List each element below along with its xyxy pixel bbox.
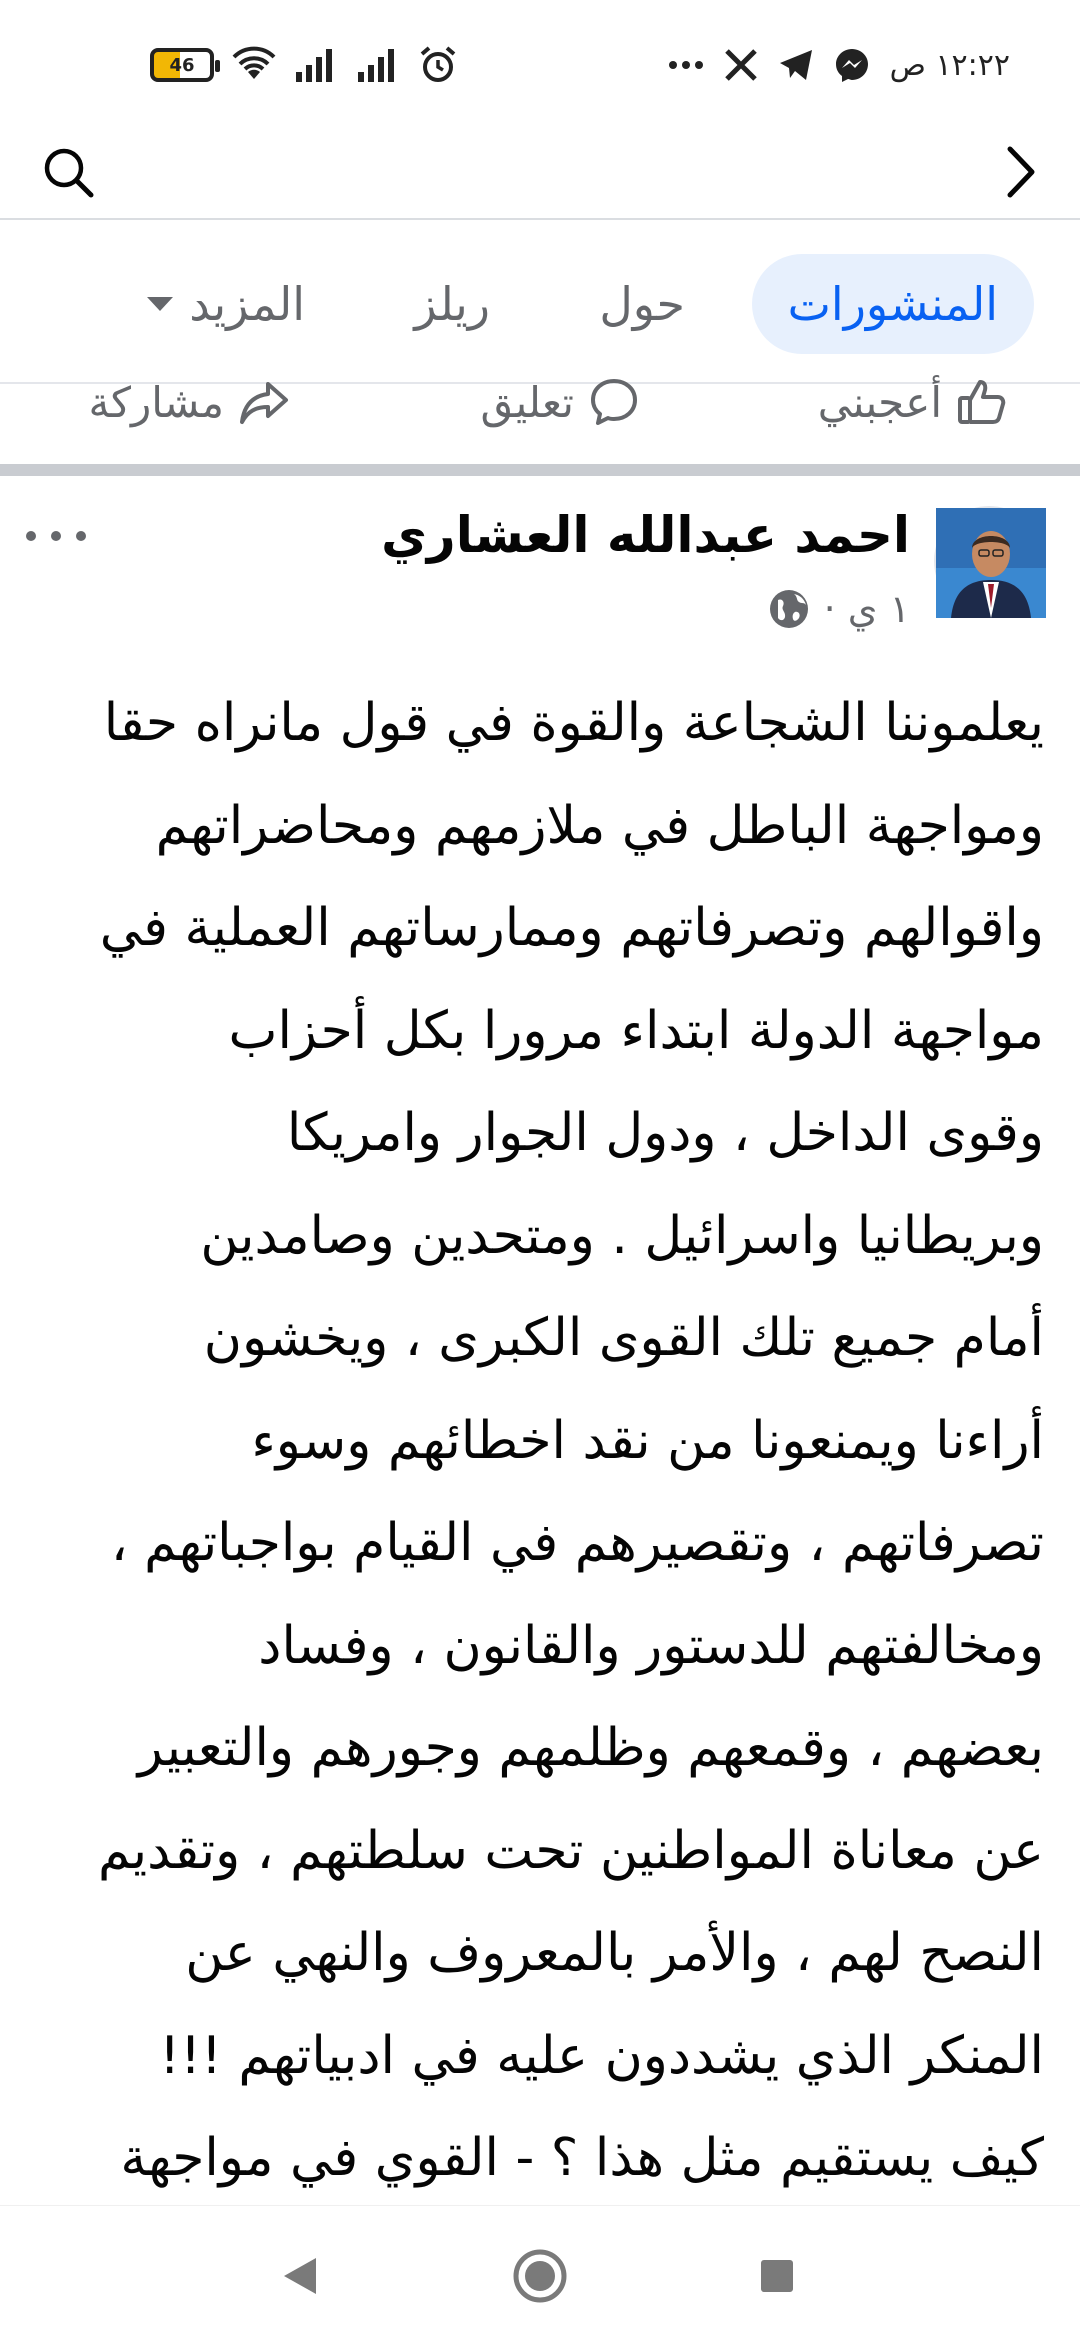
post-text-line: عن معاناة المواطنين تحت سلطتهم ، وتقديم: [97, 1820, 1044, 1881]
tab-posts[interactable]: المنشورات: [752, 254, 1034, 354]
wifi-icon: [232, 47, 276, 83]
alarm-icon: [418, 45, 458, 85]
post-time[interactable]: ١ ي ·: [823, 587, 910, 631]
author-name[interactable]: احمد عبدالله العشاري: [381, 506, 910, 564]
comment-label: تعليق: [480, 377, 574, 427]
share-label: مشاركة: [88, 377, 224, 427]
post-meta: [768, 584, 910, 634]
share-button[interactable]: [88, 362, 290, 442]
circle-home-icon: [512, 2248, 568, 2304]
share-icon: [238, 376, 290, 428]
telegram-icon: [778, 48, 814, 82]
post-text-line: مواجهة الدولة ابتداء مرورا بكل أحزاب: [228, 1000, 1044, 1061]
avatar[interactable]: [934, 506, 1044, 616]
tab-more-label: المزيد: [189, 277, 305, 331]
post-text-line: أمام جميع تلك القوى الكبرى ، ويخشون: [203, 1308, 1044, 1368]
post-text-line: ومواجهة الباطل في ملازمهم ومحاضراتهم: [155, 795, 1044, 856]
like-label: أعجبني: [817, 377, 942, 427]
chevron-right-icon: [1000, 145, 1040, 199]
dot: [51, 531, 61, 541]
nav-back-button[interactable]: [260, 2236, 340, 2316]
post-text-line: أراءنا ويمنعونا من نقد اخطائهم وسوء: [251, 1410, 1044, 1471]
post-text-line: بعضهم ، وقمعهم وظلمهم وجورهم والتعبير: [137, 1718, 1044, 1778]
profile-tabs: [0, 222, 1080, 382]
signal-icon: [356, 48, 400, 82]
more-dots-icon: [668, 60, 704, 70]
comment-button[interactable]: [480, 362, 640, 442]
globe-icon: [768, 588, 810, 630]
back-button[interactable]: [990, 142, 1050, 202]
search-icon: [41, 145, 95, 199]
caret-down-icon: [147, 297, 173, 311]
post-options-button[interactable]: [26, 516, 86, 556]
search-button[interactable]: [38, 142, 98, 202]
post-text-line: واقوالهم وتصرفاتهم وممارساتهم العملية في: [99, 898, 1044, 958]
post-text-line: ومخالفتهم للدستور والقانون ، وفساد: [258, 1615, 1044, 1676]
post-text-line: يعلموننا الشجاعة والقوة في قول مانراه حقا: [103, 693, 1044, 753]
post-text-line: وبريطانيا واسرائيل . ومتحدين وصامدين: [200, 1205, 1044, 1266]
x-icon: [724, 48, 758, 82]
battery-level: 46: [169, 54, 195, 76]
tab-about[interactable]: حول: [599, 277, 685, 331]
post-body: [0, 672, 1080, 2202]
status-left-icons: [150, 40, 458, 90]
post-text-line: المنكر الذي يشددون عليه في ادبياتهم !!!: [159, 2025, 1044, 2086]
post-text-line: كيف يستقيم مثل هذا ؟ - القوي في مواجهة: [120, 2128, 1044, 2188]
nav-home-button[interactable]: [500, 2236, 580, 2316]
post-separator: [0, 464, 1080, 476]
status-right-icons: [668, 40, 1010, 90]
signal-icon: [294, 48, 338, 82]
post-text-line: وقوى الداخل ، ودول الجوار وامريكا: [286, 1103, 1044, 1163]
like-button[interactable]: [818, 362, 1008, 442]
post-text-line: تصرفاتهم ، وتقصيرهم في القيام بواجباتهم ،: [110, 1513, 1044, 1573]
comment-icon: [588, 376, 640, 428]
triangle-back-icon: [280, 2254, 320, 2298]
dot: [26, 531, 36, 541]
system-nav-bar: [0, 2205, 1080, 2340]
post-header: [0, 476, 1080, 666]
messenger-icon: [834, 47, 870, 83]
dot: [76, 531, 86, 541]
battery-icon: [150, 48, 214, 82]
nav-recents-button[interactable]: [737, 2236, 817, 2316]
square-recents-icon: [757, 2256, 797, 2296]
post-text-line: النصح لهم ، والأمر بالمعروف والنهي عن: [185, 1923, 1044, 1983]
thumbs-up-icon: [956, 376, 1008, 428]
status-bar: [0, 0, 1080, 120]
tab-reels[interactable]: ريلز: [414, 277, 490, 331]
previous-post-actions: [0, 377, 1080, 466]
tab-more[interactable]: [147, 254, 305, 354]
top-nav: [0, 120, 1080, 220]
status-time: ١٢:٢٢ ص: [889, 47, 1010, 83]
